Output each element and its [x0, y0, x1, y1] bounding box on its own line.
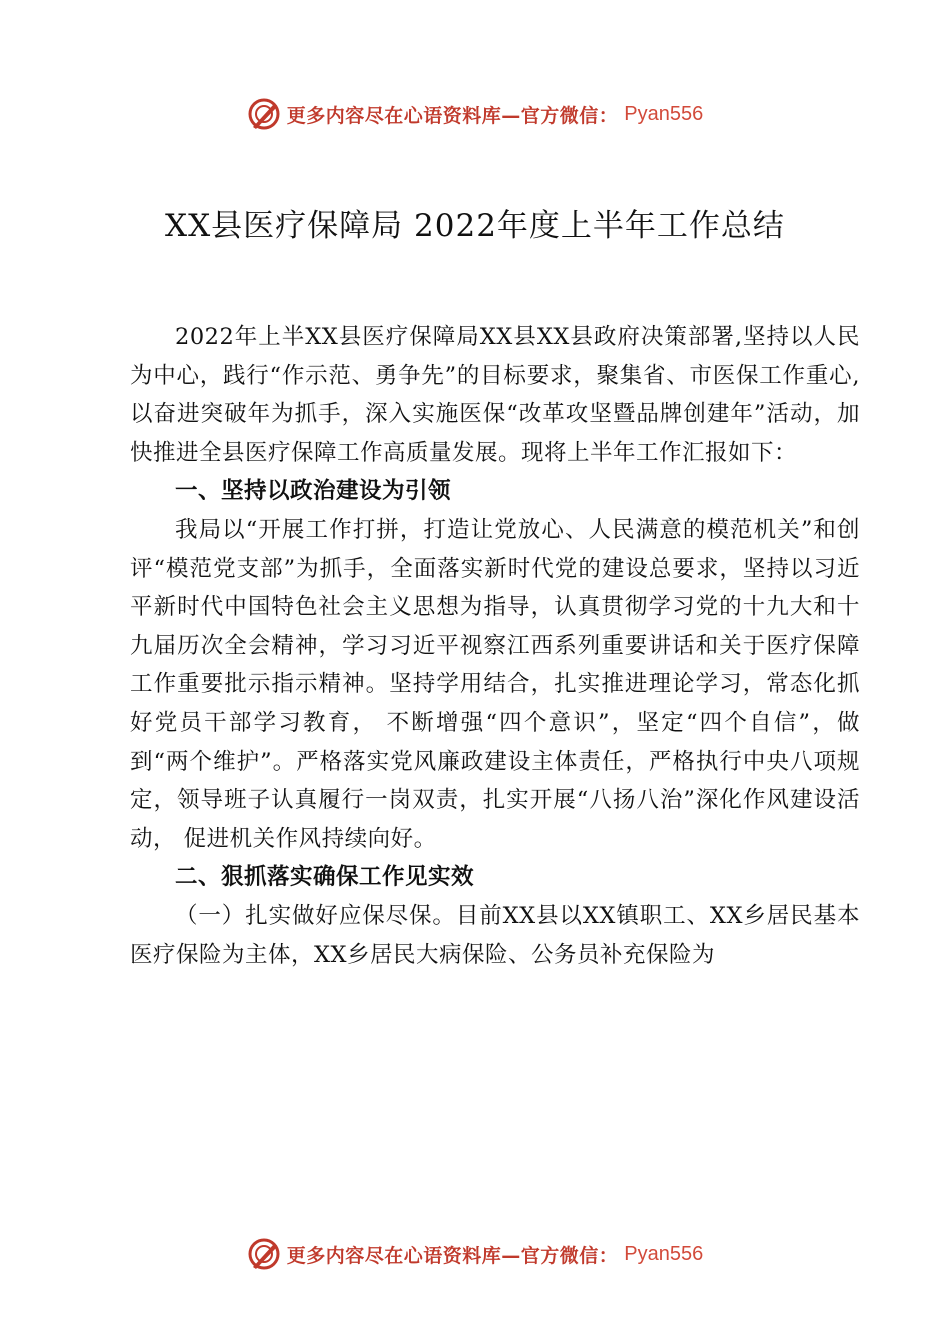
pen-circle-logo-icon — [247, 97, 281, 131]
document-title: XX县医疗保障局 2022年度上半年工作总结 — [165, 208, 785, 244]
intro-paragraph: 2022年上半XX县医疗保障局XX县XX县政府决策部署,坚持以人民为中心，践行“作示范、勇争先”的目标要求，聚集省、市医保工作重心,以奋进突破年为抓手，深入实施医保“改革攻坚暨品牌创建年”活动，加快推进全县医疗保障工作高质量发展。现将上半年工作汇报如下： — [130, 324, 860, 466]
watermark-text: 更多内容尽在心语资料库—官方微信： — [286, 1244, 619, 1267]
section-1-paragraph: 我局以“开展工作打拼，打造让党放心、人民满意的模范机关”和创评“模范党支部”为抓手，全面落实新时代党的建设总要求，坚持以习近平新时代中国特色社会主义思想为指导，认真贯彻学习党的十九大和十九届历次全会精神，学习习近平视察江西系列重要讲话和关于医疗保障工作重要批示指示精神。坚持学用结合，扎实推进理论学习，常态化抓好党员干部学习教育， 不断增强“四个意识”，坚定“四个自信”，做到“两个维护”。严格落实党风廉政建设主体责任，严格执行中央八项规定，领导班子认真履行一岗双责，扎实开展“八扬八治”深化作风建设活动， 促进机关作风持续向好。 — [130, 516, 860, 852]
document-body — [130, 318, 860, 974]
watermark-text: 更多内容尽在心语资料库—官方微信： — [286, 104, 619, 127]
section-2-subsection-1: （一）扎实做好应保尽保。目前XX县以XX镇职工、XX乡居民基本医疗保险为主体，XX乡居民大病保险、公务员补充保险为 — [130, 902, 860, 968]
section-1-heading: 一、坚持以政治建设为引领 — [175, 478, 452, 505]
bottom-watermark — [0, 1236, 950, 1272]
top-watermark — [0, 96, 950, 132]
watermark-wechat-id: Pyan556 — [624, 1242, 704, 1265]
section-2-heading: 二、狠抓落实确保工作见实效 — [175, 864, 475, 891]
pen-circle-logo-icon — [247, 1237, 281, 1271]
watermark-wechat-id: Pyan556 — [624, 102, 704, 125]
